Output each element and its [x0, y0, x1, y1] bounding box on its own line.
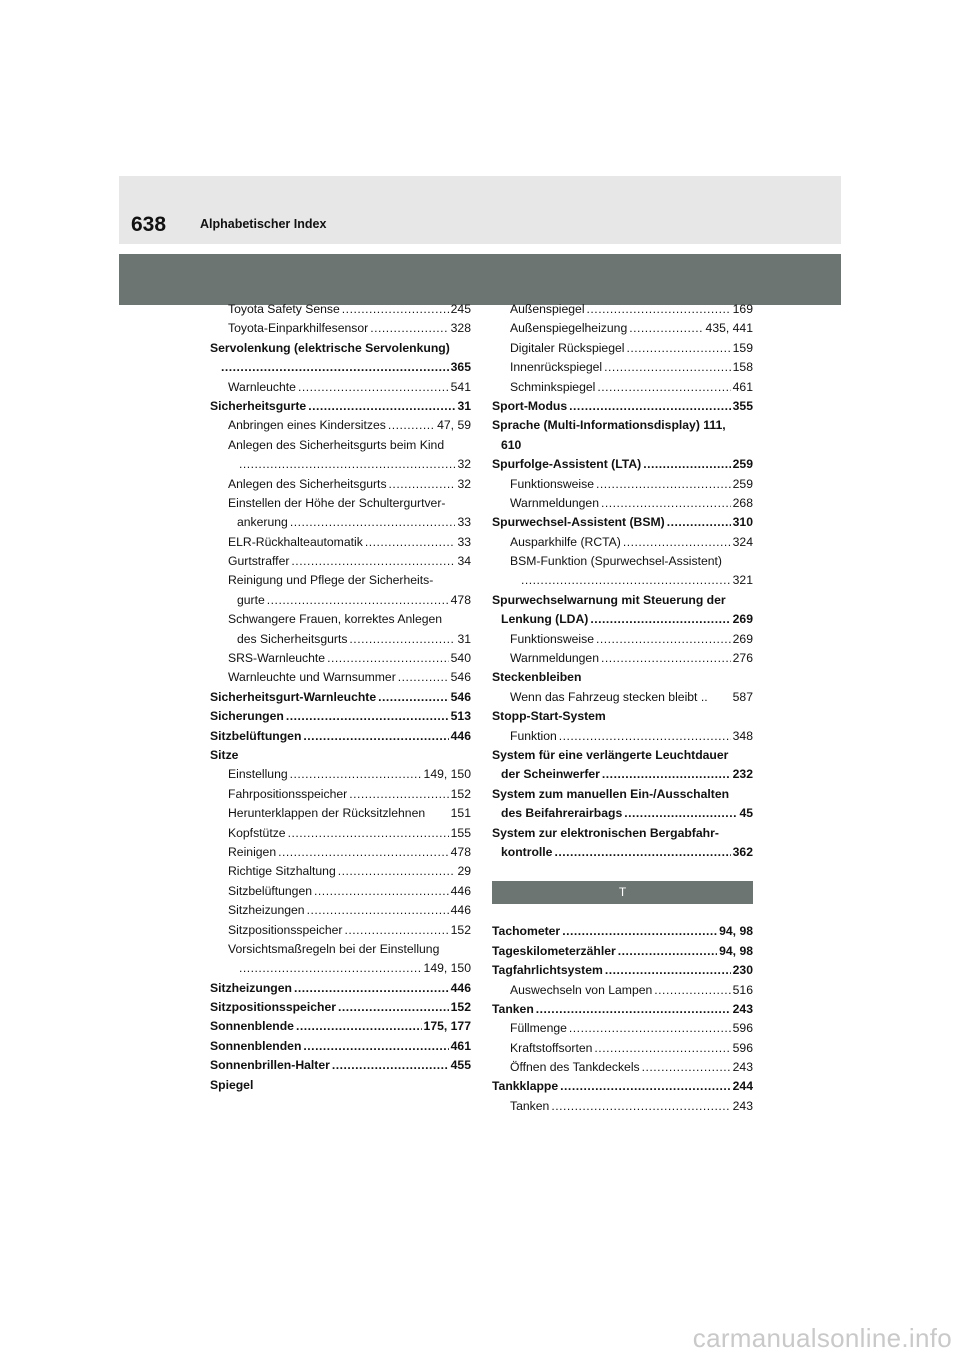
- index-column-left: [210, 300, 471, 1095]
- entry-pages: 34: [457, 554, 471, 569]
- header-band: [119, 176, 841, 244]
- entry-label: Sitzheizungen: [228, 903, 305, 918]
- entry-label: Sonnenblende: [210, 1019, 294, 1034]
- index-entry: [210, 804, 471, 823]
- entry-pages: 169: [732, 302, 753, 316]
- entry-pages: 310: [732, 515, 753, 530]
- index-entry: [210, 591, 471, 610]
- dot-leader: [667, 513, 731, 532]
- title-bar: [119, 254, 841, 305]
- entry-label: Sitzpositionsspeicher: [210, 1000, 336, 1015]
- index-column-right: [492, 300, 753, 1116]
- index-entry: [210, 649, 471, 668]
- entry-label: Funktionsweise: [510, 631, 594, 646]
- index-entry: [210, 1017, 471, 1036]
- dot-leader: [221, 358, 449, 377]
- entry-pages: 587: [732, 689, 753, 704]
- entry-pages: 151: [450, 806, 471, 821]
- entry-label: Funktion: [510, 728, 557, 743]
- entry-label: BSM-Funktion (Spurwechsel-Assistent): [510, 554, 722, 569]
- index-entry: [492, 1097, 753, 1116]
- index-entry: [492, 649, 753, 668]
- index-entry: [210, 765, 471, 784]
- entry-label: Gurtstraffer: [228, 554, 290, 569]
- dot-leader: [521, 571, 731, 590]
- entry-pages: 269: [732, 631, 753, 646]
- dot-leader: [601, 494, 731, 513]
- index-entry: [492, 1039, 753, 1058]
- dot-leader: [342, 300, 449, 319]
- dot-leader: [596, 630, 731, 649]
- entry-label: Steckenbleiben: [492, 670, 582, 685]
- index-entry: [492, 1000, 753, 1019]
- entry-label: Spurwechselwarnung mit Steuerung der: [492, 592, 726, 607]
- entry-label: Sport-Modus: [492, 398, 568, 413]
- entry-label: Spiegel: [210, 1077, 254, 1092]
- dot-leader: [307, 901, 449, 920]
- index-entry: [210, 300, 471, 319]
- entry-label: Anlegen des Sicherheitsgurts: [228, 476, 387, 491]
- entry-label: Warnmeldungen: [510, 651, 599, 666]
- entry-pages: 244: [732, 1079, 753, 1094]
- index-entry: [210, 339, 471, 358]
- entry-label: Herunterklappen der Rücksitzlehnen: [228, 806, 426, 821]
- dot-leader: [596, 475, 731, 494]
- dot-leader: [296, 1017, 422, 1036]
- entry-label: des Beifahrerairbags: [501, 806, 623, 821]
- dot-leader: [338, 862, 456, 881]
- dot-leader: [303, 1037, 448, 1056]
- index-entry: [492, 843, 753, 862]
- entry-label: Stopp-Start-System: [492, 709, 606, 724]
- entry-label: Sitze: [210, 747, 239, 762]
- entry-pages: 94, 98: [719, 924, 753, 939]
- entry-label: Sitzbelüftungen: [228, 883, 313, 898]
- entry-pages: 446: [450, 980, 471, 995]
- index-entry: [210, 1076, 471, 1095]
- dot-leader: [278, 843, 449, 862]
- entry-label: ankerung: [237, 515, 288, 530]
- index-entry: [492, 358, 753, 377]
- index-entry: [492, 300, 753, 319]
- entry-label: Sonnenblenden: [210, 1038, 302, 1053]
- dot-leader: [623, 533, 731, 552]
- dot-leader: [239, 455, 455, 474]
- index-entry: [210, 571, 471, 590]
- entry-label: SRS-Warnleuchte: [228, 651, 326, 666]
- entry-pages: 541: [450, 379, 471, 394]
- entry-label: ELR-Rückhalteautomatik: [228, 534, 363, 549]
- dot-leader: [587, 300, 731, 319]
- dot-leader: [349, 785, 448, 804]
- dot-leader: [594, 1039, 730, 1058]
- index-entry: [210, 378, 471, 397]
- entry-label: Anlegen des Sicherheitsgurts beim Kind: [228, 437, 445, 452]
- index-entry: [210, 319, 471, 338]
- entry-pages: 31: [457, 398, 471, 413]
- entry-pages: 32: [457, 457, 471, 472]
- dot-leader: [398, 668, 449, 687]
- entry-pages: 596: [732, 1040, 753, 1055]
- entry-pages: 47, 59: [437, 418, 471, 433]
- entry-pages: 259: [732, 457, 753, 472]
- index-entry: [210, 707, 471, 726]
- entry-pages: 94, 98: [719, 943, 753, 958]
- entry-pages: 362: [732, 844, 753, 859]
- entry-label: Fahrpositionsspeicher: [228, 786, 348, 801]
- index-entry: [210, 630, 471, 649]
- entry-pages: 516: [732, 982, 753, 997]
- watermark: carmanualsonline.info: [692, 1323, 952, 1353]
- index-entry: [210, 862, 471, 881]
- index-entry: [492, 552, 753, 571]
- entry-label: Auswechseln von Lampen: [510, 982, 653, 997]
- index-entry: [492, 746, 753, 765]
- index-entry: [492, 727, 753, 746]
- dot-leader: [239, 959, 422, 978]
- dot-leader: [370, 319, 448, 338]
- index-entry: [492, 571, 753, 590]
- entry-pages: 513: [450, 709, 471, 724]
- entry-label: System für eine verlängerte Leuchtdauer: [492, 747, 729, 762]
- entry-pages: 45: [739, 806, 753, 821]
- index-entry: [492, 339, 753, 358]
- entry-label: Sprache (Multi-Informationsdisplay) 111,: [492, 418, 726, 433]
- entry-label: Warnmeldungen: [510, 495, 599, 510]
- entry-label: Tagfahrlichtsystem: [492, 963, 603, 978]
- entry-label: Digitaler Rückspiegel: [510, 340, 625, 355]
- entry-label: Toyota Safety Sense: [228, 302, 340, 316]
- entry-label: Öffnen des Tankdeckels: [510, 1060, 640, 1075]
- entry-pages: 159: [732, 340, 753, 355]
- index-entry: [210, 1037, 471, 1056]
- dot-leader: [569, 1019, 731, 1038]
- entry-pages: 152: [450, 922, 471, 937]
- dot-leader: [560, 1077, 731, 1096]
- entry-label: System zum manuellen Ein-/Ausschalten: [492, 786, 730, 801]
- entry-label: Reinigung und Pflege der Sicherheits-: [228, 573, 434, 588]
- dot-leader: [298, 378, 449, 397]
- entry-label: Sicherungen: [210, 709, 284, 724]
- index-entry: [210, 824, 471, 843]
- index-entry: [492, 494, 753, 513]
- entry-label: Funktionsweise: [510, 476, 594, 491]
- index-entry: [492, 455, 753, 474]
- index-entry: [210, 746, 471, 765]
- dot-leader: [338, 998, 449, 1017]
- entry-label: Tankklappe: [492, 1079, 559, 1094]
- index-entry: [492, 416, 753, 435]
- index-entry: [210, 494, 471, 513]
- entry-label: Kopfstütze: [228, 825, 286, 840]
- index-entry: [210, 397, 471, 416]
- dot-leader: [629, 319, 703, 338]
- entry-label: Außenspiegelheizung: [510, 321, 628, 336]
- entry-pages: 158: [732, 360, 753, 375]
- entry-pages: 446: [450, 883, 471, 898]
- index-entry: [492, 319, 753, 338]
- index-entry: [492, 591, 753, 610]
- entry-pages: 268: [732, 495, 753, 510]
- entry-label: Anbringen eines Kindersitzes: [228, 418, 386, 433]
- entry-pages: 365: [450, 360, 471, 375]
- entry-label: Einstellen der Höhe der Schultergurtver-: [228, 495, 446, 510]
- index-entry: [492, 513, 753, 532]
- entry-pages: 245: [450, 302, 471, 316]
- index-entry: [492, 922, 753, 941]
- dot-leader: [554, 843, 730, 862]
- index-entry: [210, 668, 471, 687]
- entry-pages: 546: [450, 670, 471, 685]
- entry-pages: 232: [732, 767, 753, 782]
- entry-label: der Scheinwerfer: [501, 767, 600, 782]
- dot-leader: [654, 981, 730, 1000]
- entry-label: Spurwechsel-Assistent (BSM): [492, 515, 665, 530]
- dot-leader: [344, 921, 448, 940]
- dot-leader: [286, 707, 449, 726]
- dot-leader: [551, 1097, 730, 1116]
- entry-label: gurte: [237, 592, 265, 607]
- index-entry: [210, 358, 471, 377]
- entry-label: Füllmenge: [510, 1021, 567, 1036]
- entry-pages: 455: [450, 1058, 471, 1073]
- index-entry: [210, 998, 471, 1017]
- dot-leader: [643, 455, 730, 474]
- entry-label: kontrolle: [501, 844, 553, 859]
- index-entry: [210, 436, 471, 455]
- dot-leader: [618, 942, 717, 961]
- index-entry: [210, 1056, 471, 1075]
- index-entry: [492, 707, 753, 726]
- entry-label: Wenn das Fahrzeug stecken bleibt ..: [510, 689, 708, 704]
- entry-pages: 230: [732, 963, 753, 978]
- dot-leader: [388, 416, 435, 435]
- entry-pages: 446: [450, 728, 471, 743]
- index-entry: [492, 961, 753, 980]
- entry-pages: 259: [732, 476, 753, 491]
- index-entry: [492, 785, 753, 804]
- dot-leader: [314, 882, 449, 901]
- dot-leader: [288, 824, 449, 843]
- dot-leader: [559, 727, 731, 746]
- dot-leader: [590, 610, 730, 629]
- dot-leader: [624, 804, 737, 823]
- entry-label: Sonnenbrillen-Halter: [210, 1058, 330, 1073]
- dot-leader: [291, 552, 455, 571]
- entry-pages: 152: [450, 786, 471, 801]
- entry-pages: 546: [450, 689, 471, 704]
- entry-label: Spurfolge-Assistent (LTA): [492, 457, 642, 472]
- entry-label: Innenrückspiegel: [510, 360, 603, 375]
- dot-leader: [569, 397, 731, 416]
- letter-heading-t: T: [492, 881, 753, 904]
- entry-pages: 31: [457, 631, 471, 646]
- dot-leader: [349, 630, 455, 649]
- entry-pages: 478: [450, 592, 471, 607]
- entry-label: Richtige Sitzhaltung: [228, 864, 336, 879]
- entry-label: Lenkung (LDA): [501, 612, 589, 627]
- dot-leader: [378, 688, 449, 707]
- entry-label: Ausparkhilfe (RCTA): [510, 534, 621, 549]
- entry-label: Sitzpositionsspeicher: [228, 922, 343, 937]
- index-entry: [492, 1077, 753, 1096]
- dot-leader: [267, 591, 449, 610]
- entry-label: Tanken: [510, 1098, 550, 1113]
- dot-leader: [642, 1058, 731, 1077]
- dot-leader: [290, 513, 456, 532]
- index-entry: [210, 785, 471, 804]
- dot-leader: [327, 649, 449, 668]
- entry-label: Sicherheitsgurte: [210, 398, 307, 413]
- dot-leader: [602, 765, 731, 784]
- entry-pages: 348: [732, 728, 753, 743]
- entry-label: Reinigen: [228, 844, 277, 859]
- dot-leader: [605, 961, 731, 980]
- index-entry: [492, 765, 753, 784]
- entry-pages: 269: [732, 612, 753, 627]
- entry-pages: 243: [732, 1001, 753, 1016]
- index-entry: [492, 942, 753, 961]
- entry-pages: 33: [457, 515, 471, 530]
- index-entry: [492, 610, 753, 629]
- entry-pages: 152: [450, 1000, 471, 1015]
- index-entry: [492, 981, 753, 1000]
- index-entry: [492, 804, 753, 823]
- index-entry: [492, 688, 753, 707]
- dot-leader: [290, 765, 422, 784]
- dot-leader: [332, 1056, 449, 1075]
- entry-pages: 149, 150: [423, 767, 471, 782]
- entry-pages: 596: [732, 1021, 753, 1036]
- entry-pages: 243: [732, 1060, 753, 1075]
- index-entry: [210, 843, 471, 862]
- index-entry: [210, 882, 471, 901]
- index-entry: [210, 940, 471, 959]
- entry-label: Vorsichtsmaßregeln bei der Einstellung: [228, 941, 440, 956]
- dot-leader: [601, 649, 731, 668]
- index-group-t: [492, 922, 753, 1116]
- entry-pages: 149, 150: [423, 961, 471, 976]
- entry-pages: 461: [450, 1038, 471, 1053]
- entry-pages: 355: [732, 398, 753, 413]
- index-entry: [492, 436, 753, 455]
- entry-label: Sitzheizungen: [210, 980, 292, 995]
- dot-leader: [294, 979, 449, 998]
- dot-leader: [536, 1000, 731, 1019]
- index-entry: [210, 959, 471, 978]
- dot-leader: [303, 727, 448, 746]
- index-entry: [210, 475, 471, 494]
- index-entry: [210, 533, 471, 552]
- index-entry: [210, 688, 471, 707]
- index-entry: [210, 727, 471, 746]
- page-number: 638: [131, 213, 167, 236]
- entry-pages: 478: [450, 844, 471, 859]
- dot-leader: [626, 339, 730, 358]
- index-entry: [210, 979, 471, 998]
- index-entry: [210, 901, 471, 920]
- entry-label: Sitzbelüftungen: [210, 728, 302, 743]
- entry-pages: 155: [450, 825, 471, 840]
- entry-pages: 446: [450, 903, 471, 918]
- entry-pages: 32: [457, 476, 471, 491]
- section-title: Alphabetischer Index: [200, 217, 327, 231]
- index-entry: [492, 1019, 753, 1038]
- entry-pages: 29: [457, 864, 471, 879]
- index-entry: [210, 416, 471, 435]
- entry-label: Tanken: [492, 1001, 534, 1016]
- index-entry: [492, 668, 753, 687]
- index-entry: [492, 378, 753, 397]
- entry-label: Toyota-Einparkhilfesensor: [228, 321, 369, 336]
- entry-pages: 33: [457, 534, 471, 549]
- entry-label: Warnleuchte und Warnsummer: [228, 670, 396, 685]
- entry-label: Schminkspiegel: [510, 379, 596, 394]
- index-entry: [210, 513, 471, 532]
- entry-label: Einstellung: [228, 767, 288, 782]
- entry-pages: 324: [732, 534, 753, 549]
- index-entry: [492, 1058, 753, 1077]
- entry-pages: 243: [732, 1098, 753, 1113]
- dot-leader: [597, 378, 730, 397]
- entry-pages: 321: [732, 573, 753, 588]
- entry-pages: 461: [732, 379, 753, 394]
- entry-pages: 175, 177: [423, 1019, 471, 1034]
- index-entry: [210, 552, 471, 571]
- index-entry: [492, 824, 753, 843]
- dot-leader: [389, 475, 456, 494]
- index-entry: [210, 921, 471, 940]
- index-entry: [492, 475, 753, 494]
- entry-label: 610: [501, 437, 522, 452]
- entry-label: Servolenkung (elektrische Servolenkung): [210, 340, 450, 355]
- dot-leader: [308, 397, 455, 416]
- entry-label: Tachometer: [492, 924, 561, 939]
- index-entry: [492, 533, 753, 552]
- index-entry: [210, 455, 471, 474]
- entry-label: Sicherheitsgurt-Warnleuchte: [210, 689, 377, 704]
- entry-label: Kraftstoffsorten: [510, 1040, 593, 1055]
- entry-pages: 435, 441: [705, 321, 753, 336]
- entry-label: Schwangere Frauen, korrektes Anlegen: [228, 612, 443, 627]
- entry-pages: 328: [450, 321, 471, 336]
- entry-label: des Sicherheitsgurts: [237, 631, 348, 646]
- entry-pages: 276: [732, 651, 753, 666]
- dot-leader: [365, 533, 456, 552]
- dot-leader: [562, 922, 717, 941]
- entry-label: Tageskilometerzähler: [492, 943, 616, 958]
- entry-label: Außenspiegel: [510, 302, 585, 316]
- entry-label: Warnleuchte: [228, 379, 296, 394]
- index-entry: [210, 610, 471, 629]
- dot-leader: [604, 358, 731, 377]
- index-group-s: [492, 300, 753, 862]
- entry-pages: 540: [450, 651, 471, 666]
- index-entry: [492, 397, 753, 416]
- index-entry: [492, 630, 753, 649]
- entry-label: System zur elektronischen Bergabfahr-: [492, 825, 719, 840]
